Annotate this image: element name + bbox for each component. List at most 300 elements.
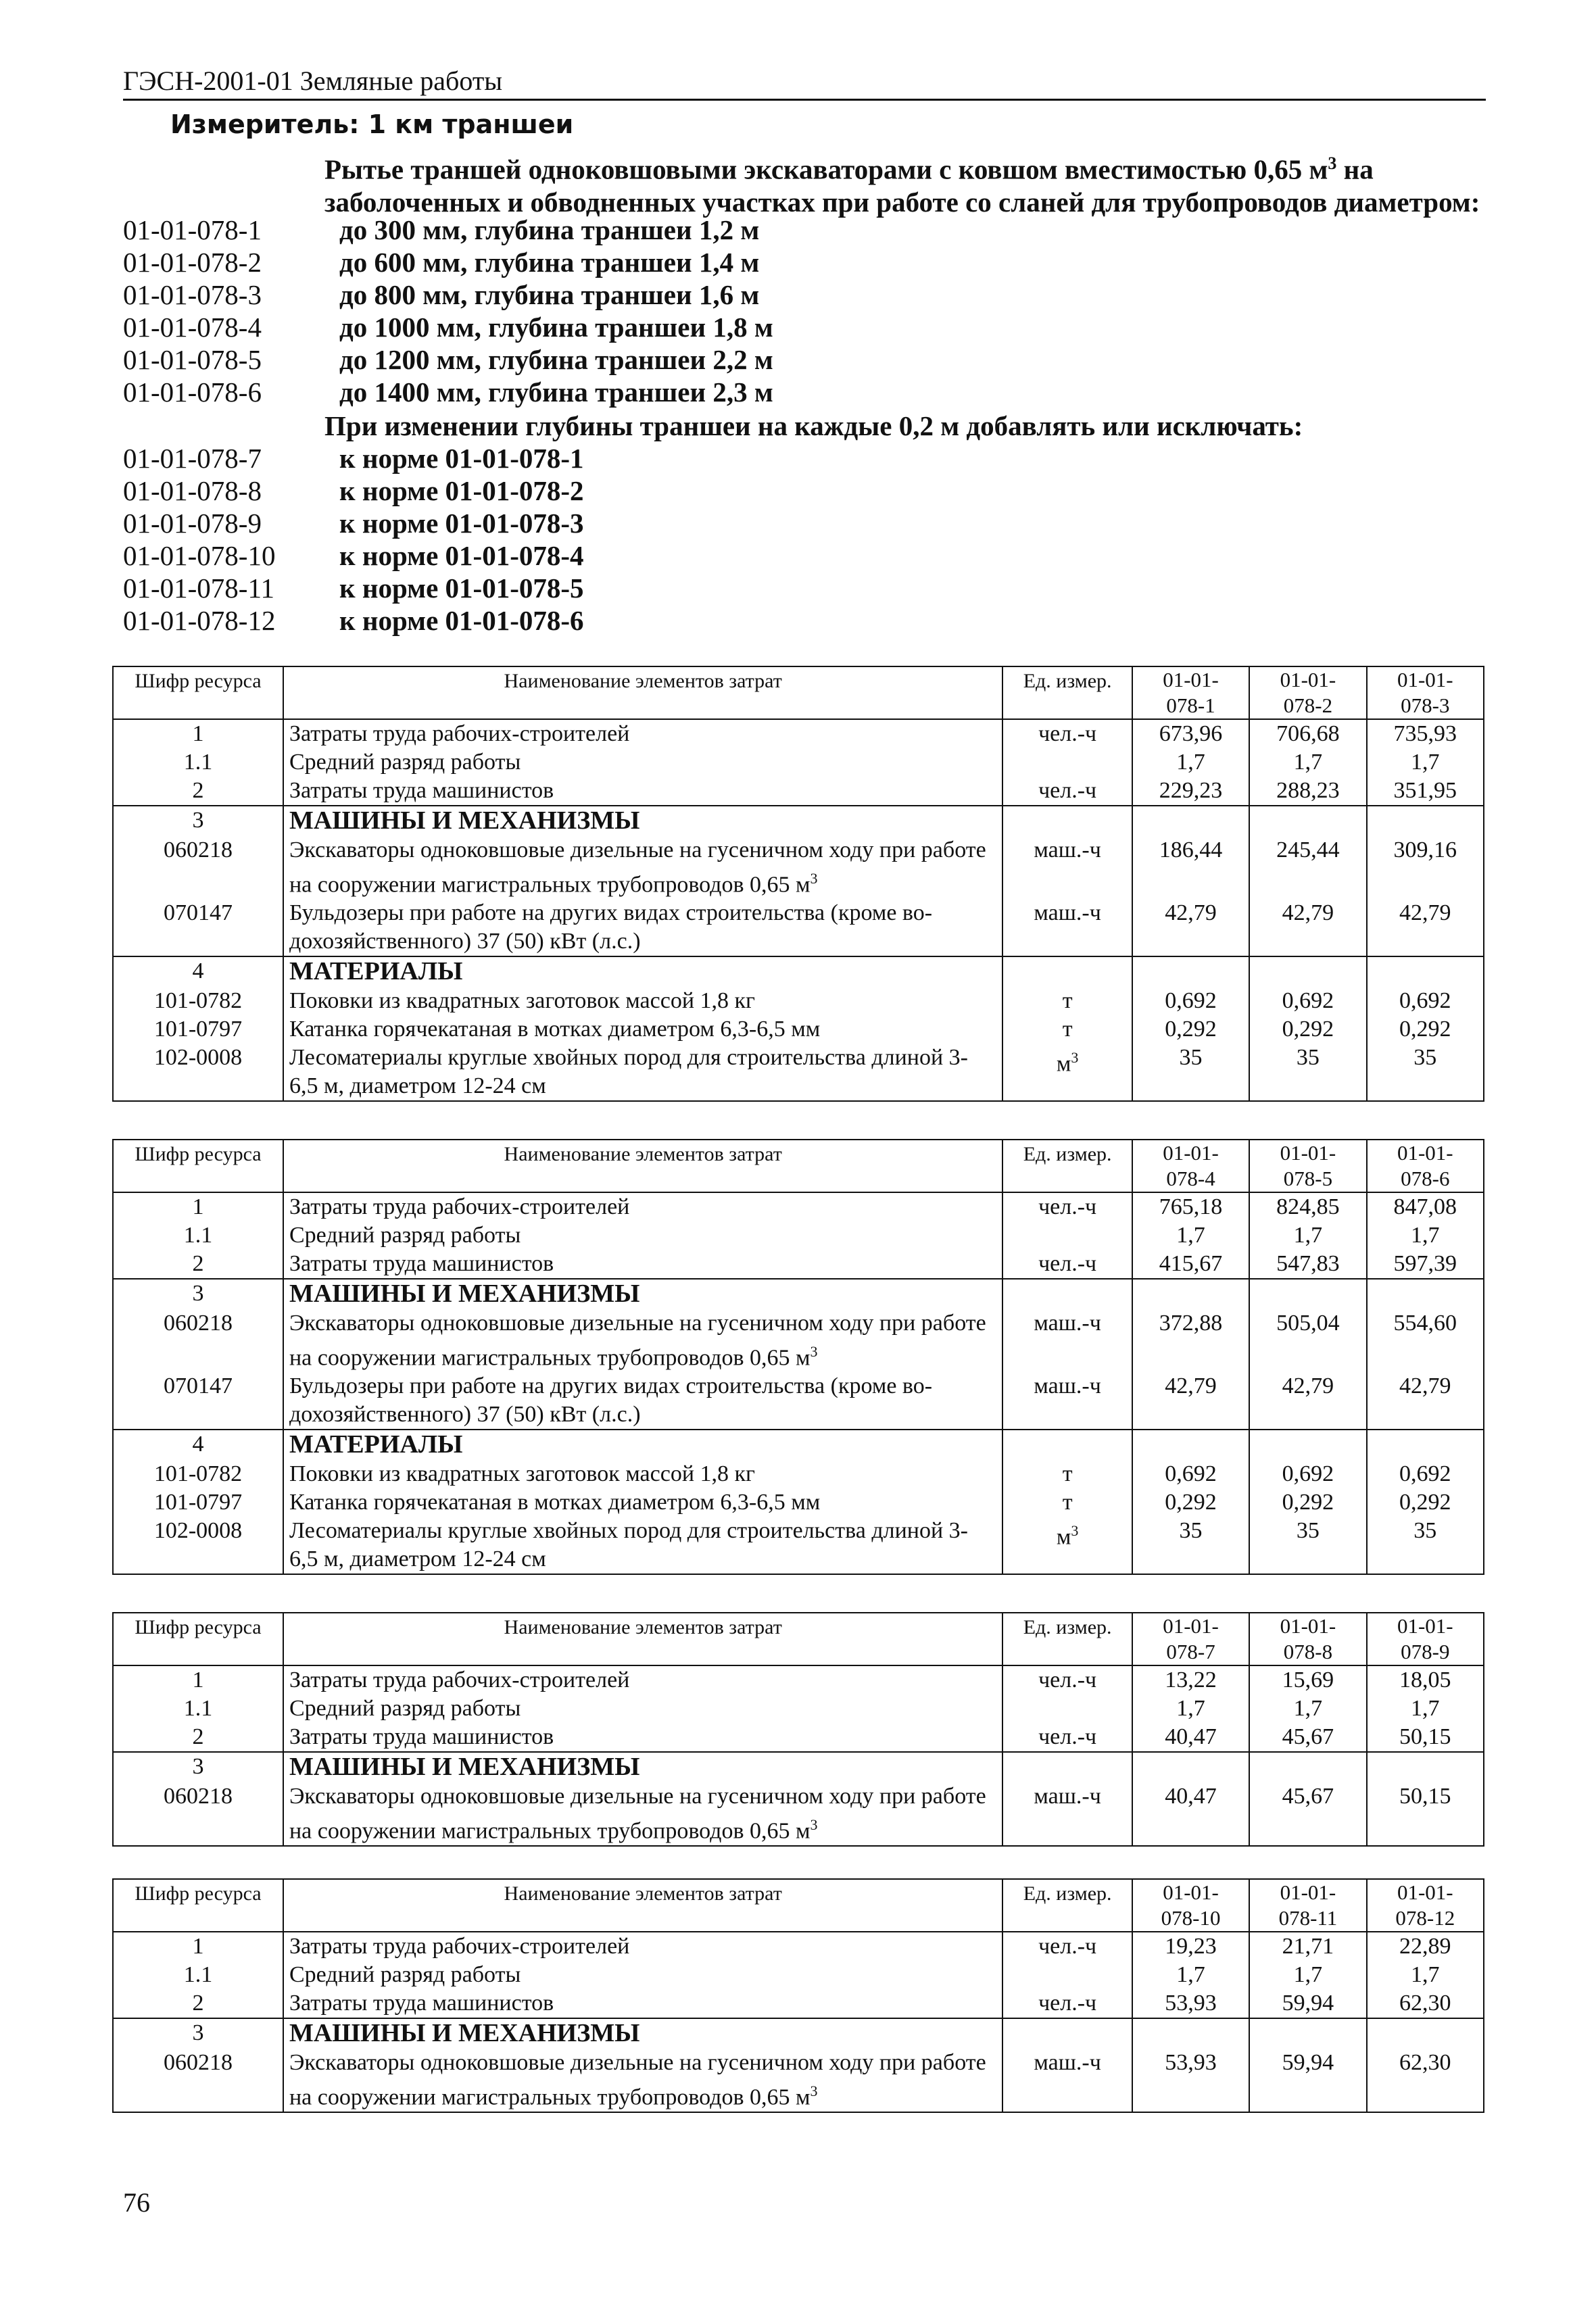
row-value: 288,23 — [1249, 777, 1366, 806]
row-unit — [1002, 1752, 1132, 1782]
norm-col-a: 01-01- — [1163, 1614, 1219, 1638]
row-value: 0,292 — [1132, 1015, 1249, 1044]
row-code: 1 — [113, 1665, 283, 1695]
norm-code: 01-01-078-4 — [123, 312, 262, 343]
row-name-sup: 3 — [810, 1816, 818, 1833]
norm-col-a: 01-01- — [1280, 668, 1336, 691]
row-unit — [1002, 2018, 1132, 2049]
table-row — [113, 1752, 1484, 1782]
row-unit: чел.-ч — [1002, 1932, 1132, 1961]
table-row — [113, 899, 1484, 956]
row-code: 060218 — [113, 836, 283, 899]
norm-desc: до 1400 мм, глубина траншеи 2,3 м — [339, 376, 773, 408]
norm-desc: к норме 01-01-078-1 — [339, 443, 584, 474]
table-header-row — [113, 1879, 1484, 1932]
norm-desc: до 800 мм, глубина траншеи 1,6 м — [339, 279, 760, 310]
norm-col-b: 078-5 — [1283, 1167, 1333, 1190]
norm-row — [123, 442, 584, 474]
row-value: 1,7 — [1249, 1221, 1366, 1250]
row-code: 060218 — [113, 2049, 283, 2112]
row-value: 13,22 — [1132, 1665, 1249, 1695]
row-name: Поковки из квадратных заготовок массой 1,8 кг — [283, 1460, 1002, 1488]
row-unit: чел.-ч — [1002, 1250, 1132, 1279]
row-value: 42,79 — [1132, 899, 1249, 956]
row-name — [283, 2049, 1002, 2112]
row-code: 1.1 — [113, 1695, 283, 1723]
norm-col-b: 078-6 — [1401, 1167, 1450, 1190]
row-name: Поковки из квадратных заготовок массой 1,8 кг — [283, 987, 1002, 1015]
row-value: 18,05 — [1367, 1665, 1484, 1695]
row-value: 42,79 — [1249, 1372, 1366, 1430]
norm-col-b: 078-12 — [1395, 1906, 1455, 1930]
row-unit: чел.-ч — [1002, 719, 1132, 748]
row-value: 1,7 — [1132, 748, 1249, 777]
row-value — [1367, 806, 1484, 836]
row-value: 0,292 — [1132, 1488, 1249, 1517]
table-row — [113, 1460, 1484, 1488]
row-value: 53,93 — [1132, 1989, 1249, 2018]
table-header-row — [113, 1140, 1484, 1192]
header-norm — [1367, 1613, 1484, 1665]
row-value — [1367, 2018, 1484, 2049]
norm-row — [123, 572, 584, 604]
unit-text: м — [1056, 1051, 1071, 1077]
row-value: 35 — [1132, 1044, 1249, 1101]
row-name-text: Экскаваторы одноковшовые дизельные на гусеничном ходу при работе на сооружении магистральных трубопроводов 0,65 м — [289, 837, 986, 898]
row-value: 42,79 — [1367, 899, 1484, 956]
row-value: 62,30 — [1367, 1989, 1484, 2018]
row-code: 2 — [113, 1989, 283, 2018]
row-name: Затраты труда машинистов — [283, 1989, 1002, 2018]
norm-col-b: 078-7 — [1166, 1640, 1215, 1663]
row-unit — [1002, 748, 1132, 777]
header-code: Шифр ресурса — [113, 666, 283, 719]
row-value: 22,89 — [1367, 1932, 1484, 1961]
row-value — [1249, 806, 1366, 836]
section-title: МАШИНЫ И МЕХАНИЗМЫ — [289, 1753, 640, 1781]
row-name: Бульдозеры при работе на других видах строительства (кроме во-дохозяйственного) 37 (50) кВт (л.с.) — [283, 899, 1002, 956]
row-value: 0,292 — [1367, 1488, 1484, 1517]
table-row — [113, 1989, 1484, 2018]
row-value: 59,94 — [1249, 1989, 1366, 2018]
row-value — [1367, 1279, 1484, 1309]
norm-desc: к норме 01-01-078-2 — [339, 475, 584, 506]
row-value: 0,692 — [1132, 1460, 1249, 1488]
lead-paragraph — [324, 147, 1487, 218]
row-value: 847,08 — [1367, 1192, 1484, 1221]
resource-table-3 — [112, 1612, 1484, 1847]
norm-row — [123, 278, 759, 311]
row-code: 1 — [113, 1932, 283, 1961]
row-value — [1367, 1430, 1484, 1460]
norm-col-a: 01-01- — [1397, 1614, 1453, 1638]
row-name: Средний разряд работы — [283, 748, 1002, 777]
row-value: 554,60 — [1367, 1309, 1484, 1372]
row-code: 1.1 — [113, 748, 283, 777]
row-value: 706,68 — [1249, 719, 1366, 748]
row-value — [1132, 956, 1249, 987]
row-value — [1132, 1752, 1249, 1782]
resource-table-1 — [112, 666, 1484, 1102]
table-row — [113, 1782, 1484, 1846]
row-unit: маш.-ч — [1002, 1309, 1132, 1372]
row-name-text: Экскаваторы одноковшовые дизельные на гусеничном ходу при работе на сооружении магистральных трубопроводов 0,65 м — [289, 1784, 986, 1844]
row-value — [1249, 1430, 1366, 1460]
row-name-text: Экскаваторы одноковшовые дизельные на гусеничном ходу при работе на сооружении магистральных трубопроводов 0,65 м — [289, 2050, 986, 2110]
table-row — [113, 1430, 1484, 1460]
norm-row — [123, 539, 584, 572]
row-code: 1.1 — [113, 1221, 283, 1250]
row-value — [1367, 956, 1484, 987]
header-norm — [1367, 666, 1484, 719]
norm-desc: до 600 мм, глубина траншеи 1,4 м — [339, 247, 760, 278]
norm-desc: до 1000 мм, глубина траншеи 1,8 м — [339, 312, 773, 343]
row-value: 673,96 — [1132, 719, 1249, 748]
norm-code: 01-01-078-2 — [123, 247, 262, 278]
norm-code: 01-01-078-6 — [123, 376, 262, 408]
row-value: 1,7 — [1249, 1961, 1366, 1989]
norm-col-b: 078-8 — [1283, 1640, 1333, 1663]
header-unit: Ед. измер. — [1002, 666, 1132, 719]
row-code: 2 — [113, 777, 283, 806]
row-value: 229,23 — [1132, 777, 1249, 806]
row-value: 0,692 — [1367, 987, 1484, 1015]
row-name — [283, 806, 1002, 836]
row-name: Затраты труда машинистов — [283, 777, 1002, 806]
row-name — [283, 1279, 1002, 1309]
row-unit: маш.-ч — [1002, 1782, 1132, 1846]
row-value: 597,39 — [1367, 1250, 1484, 1279]
table-row — [113, 1961, 1484, 1989]
row-code: 2 — [113, 1723, 283, 1752]
header-code: Шифр ресурса — [113, 1613, 283, 1665]
row-unit: т — [1002, 1015, 1132, 1044]
row-value: 547,83 — [1249, 1250, 1366, 1279]
row-value — [1367, 1752, 1484, 1782]
row-value: 53,93 — [1132, 2049, 1249, 2112]
norm-col-a: 01-01- — [1397, 1141, 1453, 1165]
row-unit: чел.-ч — [1002, 1723, 1132, 1752]
row-value: 35 — [1367, 1044, 1484, 1101]
header-norm — [1249, 1613, 1366, 1665]
norm-desc: до 1200 мм, глубина траншеи 2,2 м — [339, 344, 773, 375]
row-code: 1 — [113, 719, 283, 748]
row-value: 45,67 — [1249, 1782, 1366, 1846]
row-code: 2 — [113, 1250, 283, 1279]
norm-code: 01-01-078-5 — [123, 344, 262, 375]
row-value: 1,7 — [1367, 1961, 1484, 1989]
row-value: 0,692 — [1249, 1460, 1366, 1488]
table-row — [113, 1695, 1484, 1723]
row-name — [283, 1309, 1002, 1372]
row-name: Затраты труда рабочих-строителей — [283, 1192, 1002, 1221]
table-row — [113, 1517, 1484, 1574]
row-code: 1.1 — [113, 1961, 283, 1989]
row-code: 3 — [113, 1279, 283, 1309]
norm-code: 01-01-078-7 — [123, 443, 262, 474]
row-value: 0,292 — [1249, 1015, 1366, 1044]
row-value: 1,7 — [1367, 1695, 1484, 1723]
table-row — [113, 956, 1484, 987]
row-value — [1132, 806, 1249, 836]
table-row — [113, 748, 1484, 777]
row-name — [283, 1782, 1002, 1846]
table-row — [113, 1488, 1484, 1517]
row-value: 35 — [1367, 1517, 1484, 1574]
row-value: 35 — [1249, 1044, 1366, 1101]
table-header-row — [113, 666, 1484, 719]
row-unit — [1002, 1430, 1132, 1460]
running-title: ГЭСН-2001-01 Земляные работы — [123, 66, 503, 96]
norm-col-b: 078-9 — [1401, 1640, 1450, 1663]
row-value: 15,69 — [1249, 1665, 1366, 1695]
norm-code: 01-01-078-10 — [123, 540, 276, 571]
norm-col-a: 01-01- — [1163, 1141, 1219, 1165]
header-norm — [1249, 1879, 1366, 1932]
row-unit — [1002, 1221, 1132, 1250]
unit-sup: 3 — [1071, 1522, 1079, 1540]
row-value — [1249, 956, 1366, 987]
row-name-text: Экскаваторы одноковшовые дизельные на гусеничном ходу при работе на сооружении магистральных трубопроводов 0,65 м — [289, 1311, 986, 1371]
row-value: 372,88 — [1132, 1309, 1249, 1372]
table-row — [113, 836, 1484, 899]
unit-text: м — [1056, 1524, 1071, 1550]
header-norm — [1367, 1140, 1484, 1192]
norm-row — [123, 604, 584, 637]
norm-code: 01-01-078-3 — [123, 279, 262, 310]
norm-row — [123, 311, 773, 343]
row-name-sup: 3 — [810, 2082, 818, 2099]
table-row — [113, 777, 1484, 806]
row-code: 101-0782 — [113, 987, 283, 1015]
row-name — [283, 1752, 1002, 1782]
norm-row — [123, 376, 773, 408]
section-title: МАШИНЫ И МЕХАНИЗМЫ — [289, 1280, 640, 1308]
row-value: 0,292 — [1367, 1015, 1484, 1044]
section-title: МАТЕРИАЛЫ — [289, 957, 463, 986]
resource-table-4 — [112, 1878, 1484, 2113]
row-name — [283, 956, 1002, 987]
row-name: Средний разряд работы — [283, 1221, 1002, 1250]
row-value: 50,15 — [1367, 1782, 1484, 1846]
table-row — [113, 1372, 1484, 1430]
row-name — [283, 1430, 1002, 1460]
row-value: 40,47 — [1132, 1723, 1249, 1752]
row-value: 309,16 — [1367, 836, 1484, 899]
header-norm — [1367, 1879, 1484, 1932]
header-unit: Ед. измер. — [1002, 1879, 1132, 1932]
row-value — [1132, 1279, 1249, 1309]
row-value: 19,23 — [1132, 1932, 1249, 1961]
row-name: Затраты труда рабочих-строителей — [283, 719, 1002, 748]
header-norm — [1132, 1613, 1249, 1665]
row-value — [1249, 1279, 1366, 1309]
row-value: 62,30 — [1367, 2049, 1484, 2112]
row-value: 351,95 — [1367, 777, 1484, 806]
header-norm — [1249, 666, 1366, 719]
row-code: 3 — [113, 1752, 283, 1782]
header-norm — [1132, 1879, 1249, 1932]
row-value: 1,7 — [1132, 1221, 1249, 1250]
row-value: 824,85 — [1249, 1192, 1366, 1221]
table-row — [113, 1250, 1484, 1279]
norm-desc: к норме 01-01-078-5 — [339, 572, 584, 604]
norm-code: 01-01-078-12 — [123, 605, 276, 636]
lead-superscript: 3 — [1328, 153, 1337, 173]
row-value: 245,44 — [1249, 836, 1366, 899]
row-value: 1,7 — [1132, 1695, 1249, 1723]
measure-unit: Измеритель: 1 км траншеи — [170, 109, 574, 139]
row-value — [1132, 2018, 1249, 2049]
table-row — [113, 1192, 1484, 1221]
row-name: Затраты труда рабочих-строителей — [283, 1665, 1002, 1695]
row-name — [283, 2018, 1002, 2049]
section-title: МАШИНЫ И МЕХАНИЗМЫ — [289, 2019, 640, 2047]
table-row — [113, 1279, 1484, 1309]
row-name: Бульдозеры при работе на других видах строительства (кроме во-дохозяйственного) 37 (50) кВт (л.с.) — [283, 1372, 1002, 1430]
row-value: 0,692 — [1132, 987, 1249, 1015]
row-value: 0,692 — [1367, 1460, 1484, 1488]
row-unit: маш.-ч — [1002, 836, 1132, 899]
row-code: 060218 — [113, 1782, 283, 1846]
norm-col-b: 078-2 — [1283, 693, 1333, 717]
norm-col-b: 078-1 — [1166, 693, 1215, 717]
row-name: Лесоматериалы круглые хвойных пород для строительства длиной 3-6,5 м, диаметром 12-24 см — [283, 1517, 1002, 1574]
header-norm — [1249, 1140, 1366, 1192]
section-title: МАШИНЫ И МЕХАНИЗМЫ — [289, 806, 640, 835]
row-value: 50,15 — [1367, 1723, 1484, 1752]
row-name: Затраты труда машинистов — [283, 1723, 1002, 1752]
norm-row — [123, 507, 584, 539]
norm-col-b: 078-3 — [1401, 693, 1450, 717]
row-code: 101-0797 — [113, 1488, 283, 1517]
table-row — [113, 2018, 1484, 2049]
row-value: 0,292 — [1249, 1488, 1366, 1517]
norm-col-a: 01-01- — [1280, 1880, 1336, 1904]
row-unit — [1002, 806, 1132, 836]
row-value: 35 — [1132, 1517, 1249, 1574]
row-value: 415,67 — [1132, 1250, 1249, 1279]
row-code: 1 — [113, 1192, 283, 1221]
row-name-sup: 3 — [810, 1343, 818, 1360]
row-name: Катанка горячекатаная в мотках диаметром 6,3-6,5 мм — [283, 1488, 1002, 1517]
row-value: 1,7 — [1249, 1695, 1366, 1723]
row-value: 186,44 — [1132, 836, 1249, 899]
table-row — [113, 1723, 1484, 1752]
row-name: Затраты труда рабочих-строителей — [283, 1932, 1002, 1961]
norm-row — [123, 343, 773, 376]
table-row — [113, 1932, 1484, 1961]
norm-row — [123, 474, 584, 507]
unit-sup: 3 — [1071, 1049, 1079, 1067]
row-unit: чел.-ч — [1002, 1989, 1132, 2018]
norm-col-b: 078-4 — [1166, 1167, 1215, 1190]
norm-col-a: 01-01- — [1163, 1880, 1219, 1904]
lead-text-b: на заболоченных и обводненных участках при работе со сланей для трубопроводов диаметром: — [324, 153, 1480, 218]
row-value: 1,7 — [1249, 748, 1366, 777]
row-value: 765,18 — [1132, 1192, 1249, 1221]
row-code: 070147 — [113, 899, 283, 956]
norm-code: 01-01-078-9 — [123, 508, 262, 539]
norm-code: 01-01-078-1 — [123, 214, 262, 245]
row-value: 1,7 — [1132, 1961, 1249, 1989]
header-name: Наименование элементов затрат — [283, 666, 1002, 719]
header-code: Шифр ресурса — [113, 1140, 283, 1192]
row-value: 45,67 — [1249, 1723, 1366, 1752]
row-value: 21,71 — [1249, 1932, 1366, 1961]
row-name: Средний разряд работы — [283, 1961, 1002, 1989]
norm-row — [123, 214, 759, 246]
header-name: Наименование элементов затрат — [283, 1879, 1002, 1932]
norm-code: 01-01-078-8 — [123, 475, 262, 506]
row-unit: маш.-ч — [1002, 2049, 1132, 2112]
norm-col-a: 01-01- — [1280, 1614, 1336, 1638]
row-code: 101-0797 — [113, 1015, 283, 1044]
row-code: 3 — [113, 806, 283, 836]
header-norm — [1132, 1140, 1249, 1192]
row-value: 1,7 — [1367, 748, 1484, 777]
row-value — [1132, 1430, 1249, 1460]
add-note: При изменении глубины траншеи на каждые 0,2 м добавлять или исключать: — [324, 410, 1303, 441]
table-header-row — [113, 1613, 1484, 1665]
row-value: 505,04 — [1249, 1309, 1366, 1372]
row-unit: т — [1002, 1488, 1132, 1517]
norm-desc: к норме 01-01-078-4 — [339, 540, 584, 571]
norm-col-a: 01-01- — [1397, 1880, 1453, 1904]
row-value: 42,79 — [1367, 1372, 1484, 1430]
row-unit — [1002, 1044, 1132, 1101]
table-row — [113, 1309, 1484, 1372]
row-unit: маш.-ч — [1002, 1372, 1132, 1430]
row-value: 1,7 — [1367, 1221, 1484, 1250]
row-name: Затраты труда машинистов — [283, 1250, 1002, 1279]
row-value: 735,93 — [1367, 719, 1484, 748]
row-code: 4 — [113, 956, 283, 987]
lead-text-a: Рытье траншей одноковшовыми экскаваторами с ковшом вместимостью 0,65 м — [324, 153, 1328, 185]
table-row — [113, 1665, 1484, 1695]
norm-code: 01-01-078-11 — [123, 572, 274, 604]
table-row — [113, 1015, 1484, 1044]
row-code: 101-0782 — [113, 1460, 283, 1488]
row-code: 102-0008 — [113, 1517, 283, 1574]
norm-desc: до 300 мм, глубина траншеи 1,2 м — [339, 214, 760, 245]
norm-col-a: 01-01- — [1280, 1141, 1336, 1165]
table-row — [113, 806, 1484, 836]
row-name: Средний разряд работы — [283, 1695, 1002, 1723]
norm-col-b: 078-10 — [1161, 1906, 1221, 1930]
row-unit: т — [1002, 1460, 1132, 1488]
norm-col-a: 01-01- — [1397, 668, 1453, 691]
row-unit — [1002, 956, 1132, 987]
norm-desc: к норме 01-01-078-6 — [339, 605, 584, 636]
row-code: 060218 — [113, 1309, 283, 1372]
row-value: 42,79 — [1132, 1372, 1249, 1430]
header-name: Наименование элементов затрат — [283, 1613, 1002, 1665]
row-name-sup: 3 — [810, 870, 818, 887]
row-unit — [1002, 1961, 1132, 1989]
table-row — [113, 2049, 1484, 2112]
row-unit: чел.-ч — [1002, 777, 1132, 806]
row-name: Катанка горячекатаная в мотках диаметром 6,3-6,5 мм — [283, 1015, 1002, 1044]
resource-table-2 — [112, 1139, 1484, 1575]
norm-desc: к норме 01-01-078-3 — [339, 508, 584, 539]
row-value: 40,47 — [1132, 1782, 1249, 1846]
table-row — [113, 987, 1484, 1015]
row-name: Лесоматериалы круглые хвойных пород для строительства длиной 3-6,5 м, диаметром 12-24 см — [283, 1044, 1002, 1101]
table-row — [113, 1221, 1484, 1250]
row-value: 59,94 — [1249, 2049, 1366, 2112]
row-value: 0,692 — [1249, 987, 1366, 1015]
